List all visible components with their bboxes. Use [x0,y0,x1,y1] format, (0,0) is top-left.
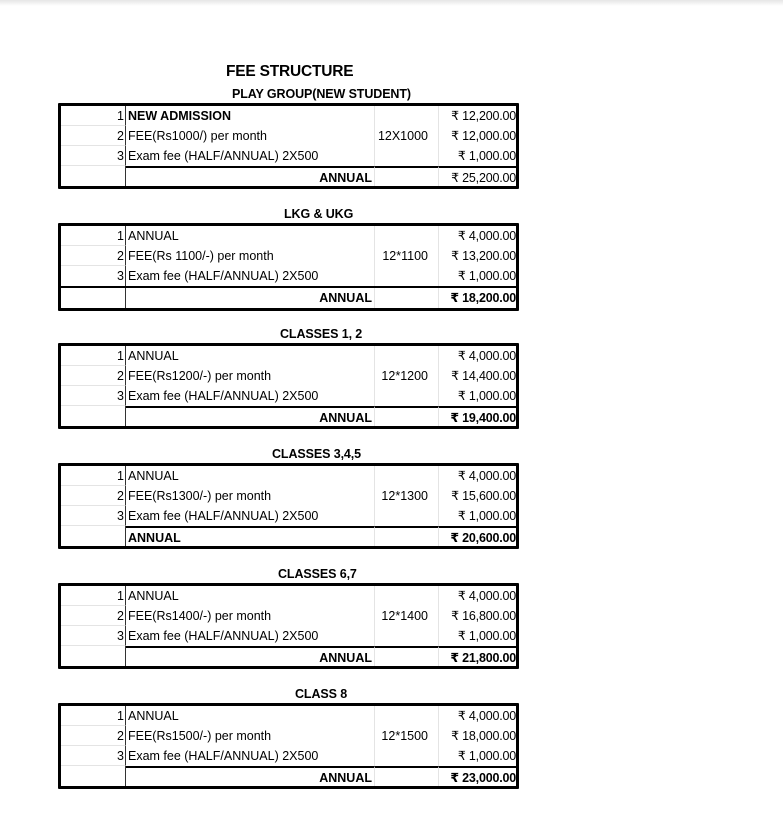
table-row [61,586,516,606]
row-number: 1 [61,346,126,366]
row-amount: ₹ 4,000.00 [457,469,516,483]
row-multiplier [375,146,439,166]
row-number: 2 [61,726,126,746]
row-description: ANNUAL [126,346,375,366]
row-multiplier: 12*1400 [375,606,439,626]
row-description: Exam fee (HALF/ANNUAL) 2X500 [126,146,375,166]
total-multiplier-empty [375,646,439,666]
row-amount: ₹ 1,000.00 [457,149,516,163]
row-number: 1 [61,106,126,126]
table-row [61,386,516,406]
row-number: 1 [61,706,126,726]
total-amount: ₹ 19,400.00 [439,406,516,426]
row-amount: ₹ 18,000.00 [451,729,516,743]
row-description: Exam fee (HALF/ANNUAL) 2X500 [126,746,375,766]
fee-table-lkg-ukg [58,223,519,311]
row-description: ANNUAL [126,706,375,726]
row-multiplier [375,346,439,366]
total-multiplier-empty [375,526,439,546]
section-heading-classes-3-4-5: CLASSES 3,4,5 [272,447,362,461]
row-multiplier: 12*1500 [375,726,439,746]
row-multiplier: 12X1000 [375,126,439,146]
row-amount: ₹ 1,000.00 [457,629,516,643]
row-multiplier [375,706,439,726]
row-description: FEE(Rs1300/-) per month [126,486,375,506]
row-number: 3 [61,506,126,526]
table-row [61,726,516,746]
row-multiplier [375,746,439,766]
row-number-empty [61,526,126,546]
row-multiplier [375,386,439,406]
row-number-empty [61,288,126,308]
row-amount: ₹ 4,000.00 [457,709,516,723]
row-multiplier [375,266,439,286]
row-number-empty [61,406,126,426]
table-row [61,366,516,386]
total-row [61,166,516,186]
row-multiplier: 12*1100 [375,246,439,266]
row-amount: ₹ 1,000.00 [457,749,516,763]
row-description: FEE(Rs 1100/-) per month [126,246,375,266]
section-heading-classes-1-2: CLASSES 1, 2 [280,327,363,341]
table-row [61,126,516,146]
row-multiplier [375,586,439,606]
fee-table-classes-6-7 [58,583,519,669]
table-row [61,226,516,246]
row-multiplier [375,106,439,126]
total-row [61,286,516,308]
table-row [61,246,516,266]
total-label: ANNUAL [126,288,375,308]
row-number: 2 [61,486,126,506]
total-row [61,406,516,426]
row-description: Exam fee (HALF/ANNUAL) 2X500 [126,626,375,646]
row-number: 1 [61,586,126,606]
row-description: FEE(Rs1400/-) per month [126,606,375,626]
table-row [61,506,516,526]
row-description: FEE(Rs1000/) per month [126,126,375,146]
row-number: 1 [61,226,126,246]
total-label: ANNUAL [126,166,375,186]
row-description: FEE(Rs1200/-) per month [126,366,375,386]
row-multiplier [375,626,439,646]
table-row [61,146,516,166]
total-label: ANNUAL [126,406,375,426]
row-number: 3 [61,146,126,166]
total-label: ANNUAL [126,646,375,666]
viewer-top-shadow [0,0,783,6]
section-heading-play-group: PLAY GROUP(NEW STUDENT) [232,87,411,101]
row-multiplier [375,506,439,526]
fee-table-classes-1-2 [58,343,519,429]
total-multiplier-empty [375,406,439,426]
table-row [61,626,516,646]
row-amount: ₹ 4,000.00 [457,349,516,363]
row-amount: ₹ 15,600.00 [451,489,516,503]
total-row [61,526,516,546]
table-row [61,346,516,366]
row-number: 2 [61,126,126,146]
document-title: FEE STRUCTURE [226,63,354,80]
row-description: Exam fee (HALF/ANNUAL) 2X500 [126,266,375,286]
total-row [61,766,516,786]
total-amount: ₹ 21,800.00 [439,646,516,666]
row-number-empty [61,646,126,666]
row-amount: ₹ 16,800.00 [451,609,516,623]
row-amount: ₹ 1,000.00 [457,269,516,283]
fee-table-classes-3-4-5 [58,463,519,549]
total-label: ANNUAL [126,766,375,786]
row-description: ANNUAL [126,586,375,606]
row-number: 2 [61,246,126,266]
table-row [61,266,516,286]
row-description: ANNUAL [126,226,375,246]
section-heading-class-8: CLASS 8 [295,687,348,701]
row-number: 1 [61,466,126,486]
row-multiplier: 12*1300 [375,486,439,506]
fee-table-play-group [58,103,519,189]
row-amount: ₹ 13,200.00 [451,249,516,263]
total-amount: ₹ 23,000.00 [439,766,516,786]
fee-table-class-8 [58,703,519,789]
table-row [61,746,516,766]
total-label: ANNUAL [126,526,375,546]
section-heading-lkg-ukg: LKG & UKG [284,207,354,221]
row-number: 3 [61,386,126,406]
row-number: 3 [61,266,126,286]
total-multiplier-empty [375,766,439,786]
row-number: 2 [61,366,126,386]
row-multiplier [375,466,439,486]
row-number-empty [61,166,126,186]
table-row [61,706,516,726]
row-description: FEE(Rs1500/-) per month [126,726,375,746]
row-description: Exam fee (HALF/ANNUAL) 2X500 [126,386,375,406]
row-amount: ₹ 1,000.00 [457,509,516,523]
row-amount: ₹ 12,200.00 [451,109,516,123]
row-amount: ₹ 4,000.00 [457,589,516,603]
table-row [61,106,516,126]
row-number: 2 [61,606,126,626]
row-amount: ₹ 1,000.00 [457,389,516,403]
row-description: ANNUAL [126,466,375,486]
table-row [61,486,516,506]
row-amount: ₹ 12,000.00 [451,129,516,143]
row-number: 3 [61,746,126,766]
row-number: 3 [61,626,126,646]
row-multiplier [375,226,439,246]
row-number-empty [61,766,126,786]
row-multiplier: 12*1200 [375,366,439,386]
total-row [61,646,516,666]
row-amount: ₹ 4,000.00 [457,229,516,243]
total-amount: ₹ 18,200.00 [450,291,516,305]
section-heading-classes-6-7: CLASSES 6,7 [278,567,357,581]
total-amount: ₹ 25,200.00 [439,166,516,186]
total-amount: ₹ 20,600.00 [439,526,516,546]
table-row [61,466,516,486]
row-description: Exam fee (HALF/ANNUAL) 2X500 [126,506,375,526]
table-row [61,606,516,626]
total-multiplier-empty [375,288,439,308]
row-description: NEW ADMISSION [126,106,375,126]
row-amount: ₹ 14,400.00 [451,369,516,383]
total-multiplier-empty [375,166,439,186]
